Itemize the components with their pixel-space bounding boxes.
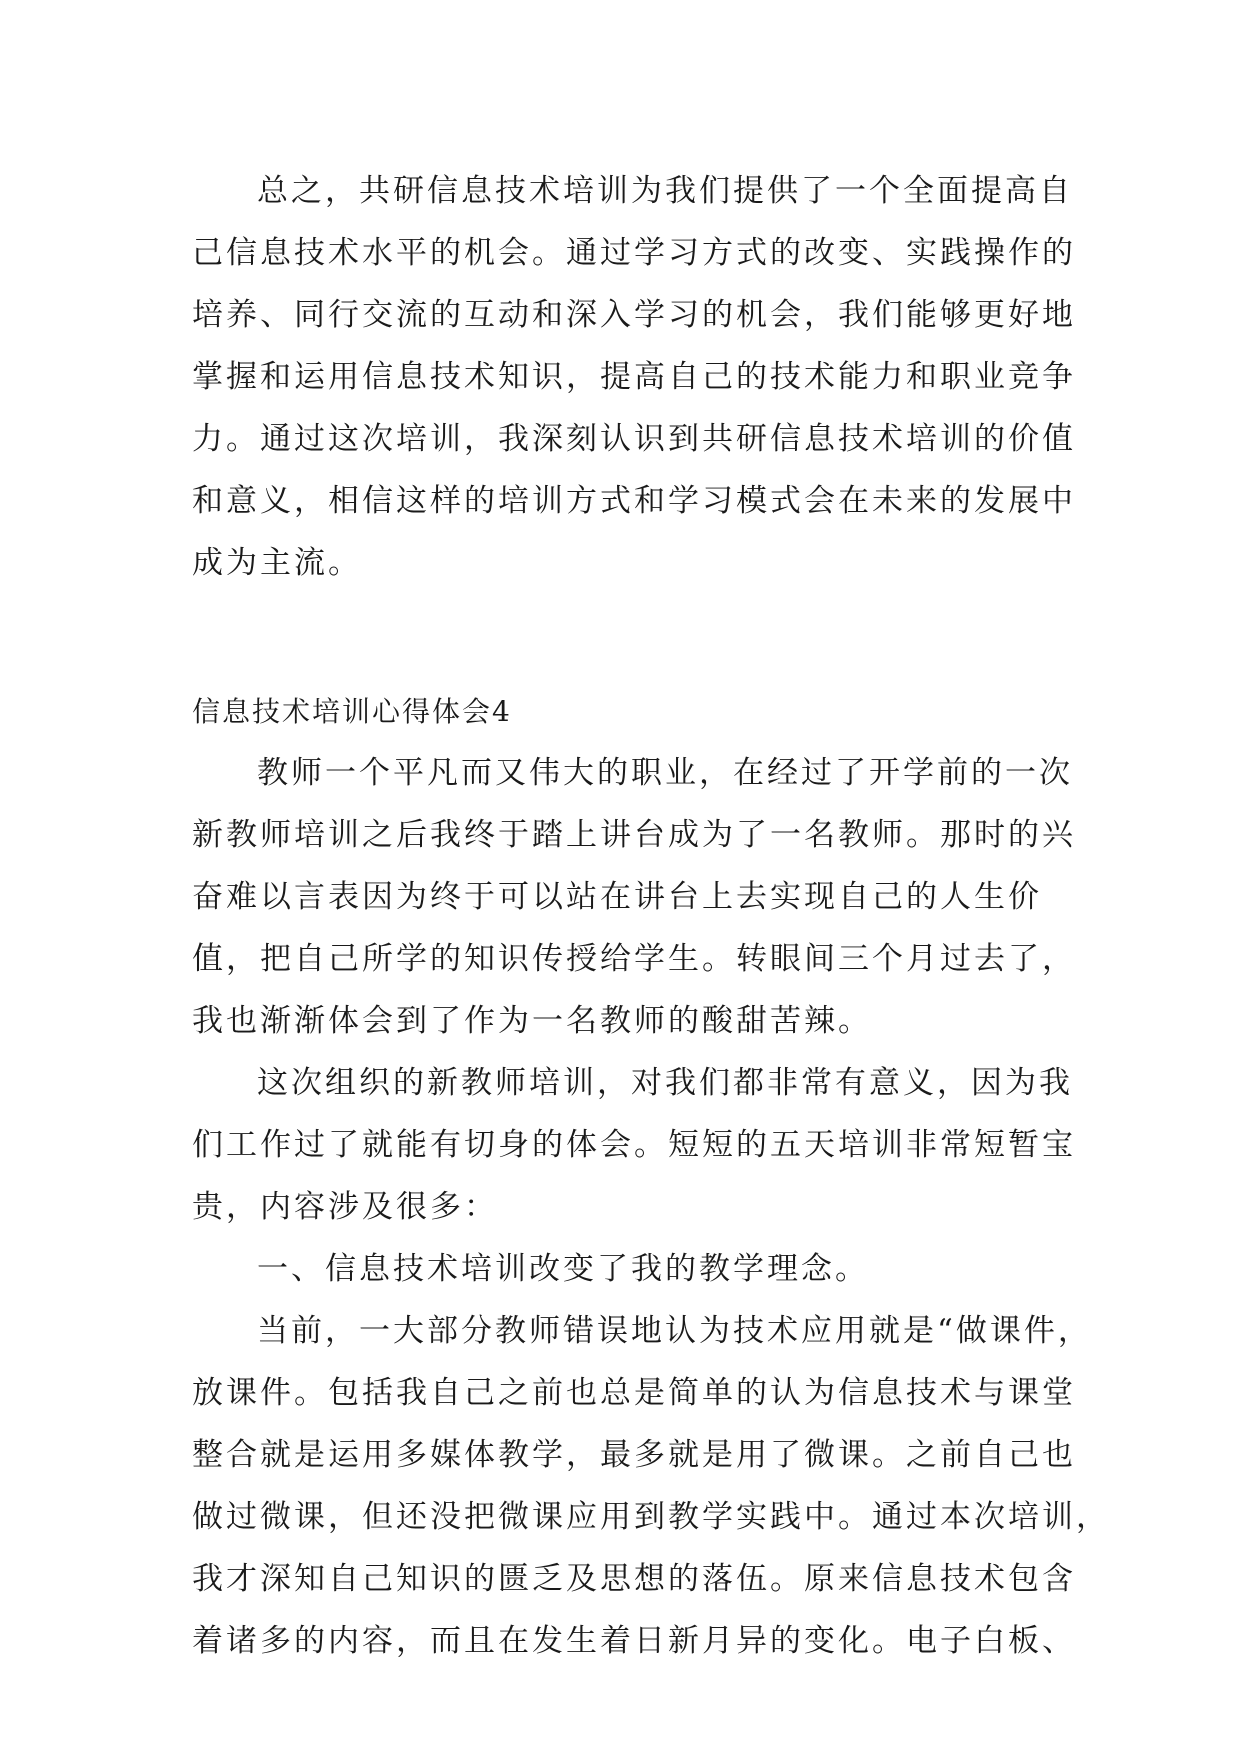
text-line: 们工作过了就能有切身的体会。短短的五天培训非常短暂宝: [192, 1127, 1076, 1163]
text-line: 新教师培训之后我终于踏上讲台成为了一名教师。那时的兴: [192, 817, 1076, 853]
text-line: 我也渐渐体会到了作为一名教师的酸甜苦辣。: [192, 1003, 872, 1039]
text-line: 这次组织的新教师培训，对我们都非常有意义，因为我: [257, 1065, 1073, 1101]
text-line: 掌握和运用信息技术知识，提高自己的技术能力和职业竞争: [192, 359, 1076, 395]
text-line: 着诸多的内容，而且在发生着日新月异的变化。电子白板、: [192, 1623, 1076, 1659]
paragraph-conclusion: [192, 160, 1076, 594]
text-line: 培养、同行交流的互动和深入学习的机会，我们能够更好地: [192, 297, 1076, 333]
paragraph-group-section4: [192, 742, 1110, 1672]
text-line: 和意义，相信这样的培训方式和学习模式会在未来的发展中: [192, 483, 1076, 519]
section-spacer: [192, 594, 1062, 682]
section-heading: 信息技术培训心得体会4: [192, 695, 512, 728]
text-line: 我才深知自己知识的匮乏及思想的落伍。原来信息技术包含: [192, 1561, 1076, 1597]
text-line: 值，把自己所学的知识传授给学生。转眼间三个月过去了，: [192, 941, 1076, 977]
text-line: 贵，内容涉及很多：: [192, 1189, 498, 1225]
document-body: [192, 160, 1110, 1672]
text-line: 放课件。包括我自己之前也总是简单的认为信息技术与课堂: [192, 1375, 1076, 1411]
text-line: 奋难以言表因为终于可以站在讲台上去实现自己的人生价: [192, 879, 1042, 915]
text-line: 一、信息技术培训改变了我的教学理念。: [257, 1251, 869, 1287]
text-line: 己信息技术水平的机会。通过学习方式的改变、实践操作的: [192, 235, 1076, 271]
text-line: 教师一个平凡而又伟大的职业，在经过了开学前的一次: [257, 755, 1073, 791]
text-line: 力。通过这次培训，我深刻认识到共研信息技术培训的价值: [192, 421, 1076, 457]
text-line: 做过微课，但还没把微课应用到教学实践中。通过本次培训，: [192, 1499, 1110, 1535]
text-line: 成为主流。: [192, 545, 362, 581]
text-line: 总之，共研信息技术培训为我们提供了一个全面提高自: [257, 173, 1073, 209]
text-line: 整合就是运用多媒体教学，最多就是用了微课。之前自己也: [192, 1437, 1076, 1473]
text-line: 当前，一大部分教师错误地认为技术应用就是“做课件，: [257, 1313, 1092, 1349]
